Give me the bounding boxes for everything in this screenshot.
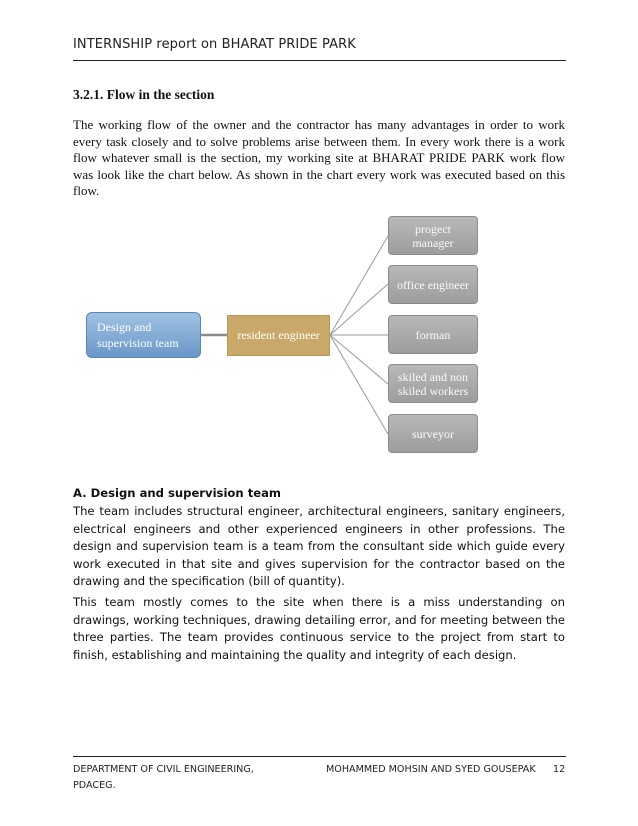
leaf-4-line2: skiled workers [397,383,469,398]
section-heading: 3.2.1. Flow in the section [73,87,215,102]
leaf-5-label: surveyor [412,426,454,441]
page-header: INTERNSHIP report on BHARAT PRIDE PARK [73,37,356,52]
subsection-heading: A. Design and supervision team [73,486,281,500]
workflow-chart [73,210,565,470]
team-paragraph-1: The team includes structural engineer, architectural engineers, sanitary engineers, electrical engineers and other experienced engineers in other professions. The design and supervision team is a team from the consultant side which guide every work executed in that site and gives supervision for the contractor based on the drawing and the specification (bill of quantity). [73,504,565,588]
workers-node [388,364,478,403]
footer-rule [73,756,566,757]
leaf-4-line1: skiled and non [397,369,468,384]
leaf-1-line1: progect [415,221,451,236]
root-label-line1: Design and [97,320,152,334]
footer-dept-line2: PDACEG. [73,780,116,791]
leaf-1-line2: manager [412,235,454,250]
office-engineer-node [388,265,478,304]
footer-dept-line1: DEPARTMENT OF CIVIL ENGINEERING, [73,764,254,775]
intro-paragraph: The working flow of the owner and the contractor has many advantages in order to work every task closely and to solve problems arise between them. In every work there is a work flow whatever small is the section, my working site at BHARAT PRIDE PARK work flow was look like the chart below. As shown in the chart every work was executed based on this flow. [73,117,565,198]
footer-department [73,762,254,794]
forman-node [388,315,478,354]
page-number: 12 [553,764,566,775]
design-supervision-node [86,312,201,358]
connector-leaf-2 [330,284,388,335]
footer-authors: MOHAMMED MOHSIN AND SYED GOUSEPAK [326,764,536,775]
team-paragraph-2: This team mostly comes to the site when there is a miss understanding on drawings, working techniques, drawing detailing error, and for meeting between the three parties. The team provides continuous service to the project from start to finish, establishing and maintaining the quality and integrity of each design. [73,595,565,662]
project-manager-node [388,216,478,255]
surveyor-node [388,414,478,453]
connector-leaf-4 [330,335,388,384]
connector-leaf-1 [330,236,388,335]
leaf-3-label: forman [415,327,451,342]
header-rule [73,60,566,61]
resident-engineer-node: resident engineer [227,315,330,356]
root-label-line2: supervision team [97,336,179,350]
connector-leaf-5 [330,335,388,434]
leaf-2-label: office engineer [396,277,470,292]
